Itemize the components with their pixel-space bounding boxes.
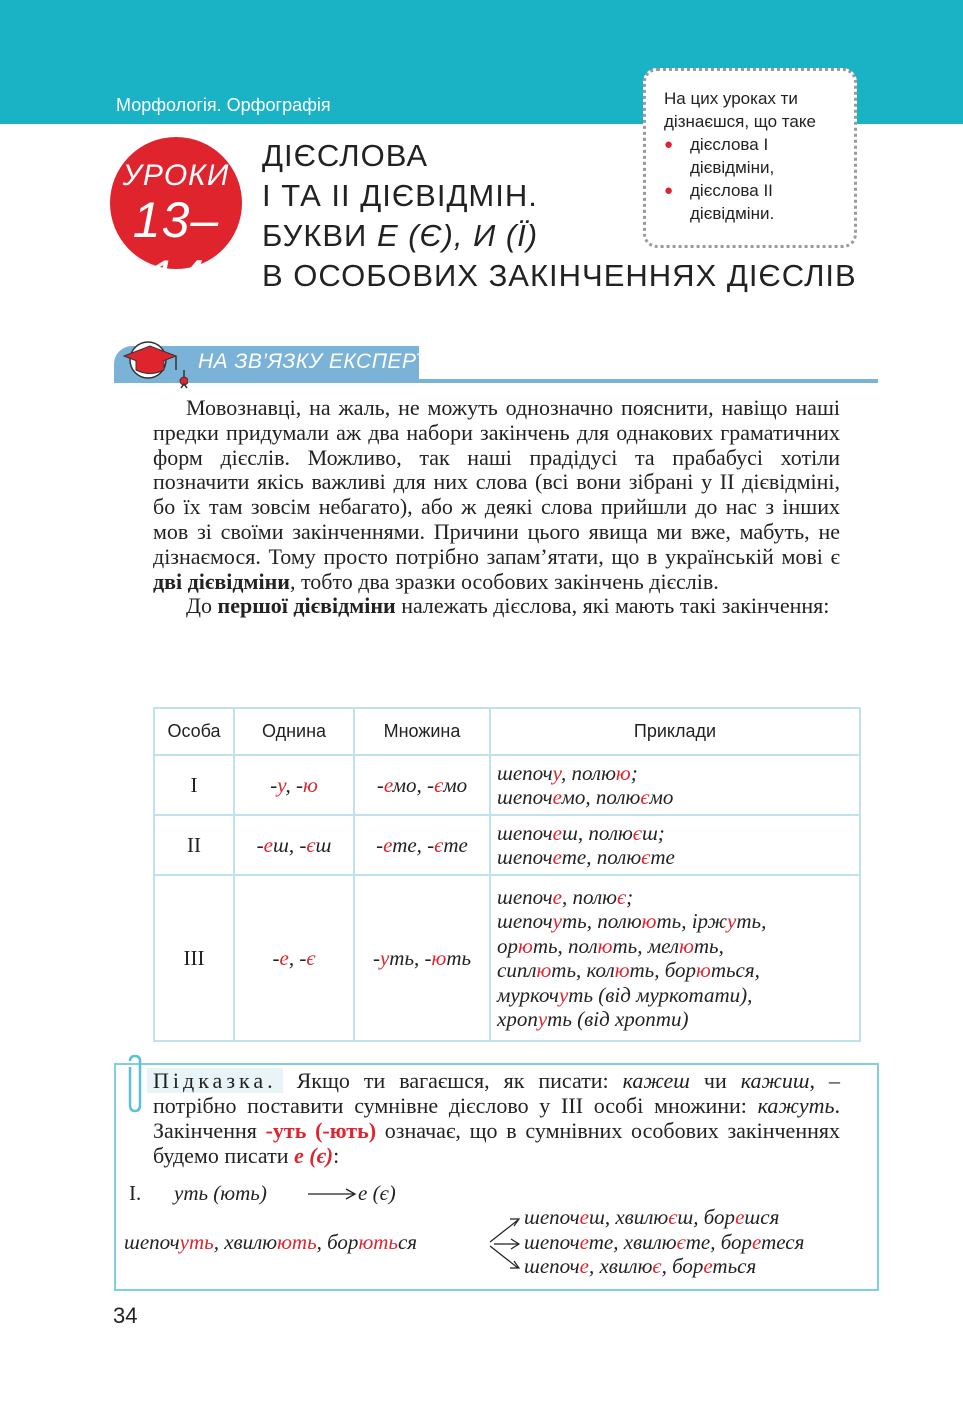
- section-label: Морфологія. Орфографія: [116, 95, 331, 115]
- example-note: (від хропти): [577, 1007, 689, 1031]
- table-row: [154, 875, 860, 1041]
- expert-label: НА ЗВ’ЯЗКУ ЕКСПЕРТ: [198, 350, 429, 373]
- hint-example: кажеш: [622, 1068, 690, 1093]
- hint-text-part: Якщо ти вагаєшся, як писати:: [282, 1068, 623, 1093]
- arrow-right-icon: [306, 1186, 358, 1202]
- paperclip-icon: [124, 1053, 146, 1115]
- hint-ending: е (є): [294, 1143, 334, 1168]
- table-header-row: [154, 708, 860, 755]
- hint-text-part: чи: [689, 1068, 741, 1093]
- hint-result-2sg: шепочеш, хвилюєш, борешся: [524, 1205, 780, 1229]
- table-row: [154, 755, 860, 815]
- goal-text: дієслова ІІ дієвідміни.: [690, 181, 775, 223]
- goal-item: [664, 133, 844, 179]
- goal-text: дієслова І дієвідміни,: [690, 135, 775, 177]
- rule-number: І.: [129, 1181, 142, 1205]
- badge-label: УРОКИ: [122, 159, 230, 192]
- hint-result-2pl: шепочете, хвилюєте, боретеся: [524, 1230, 805, 1254]
- hint-text: [153, 1068, 840, 1168]
- rule-to: е (є): [358, 1181, 396, 1205]
- singular-cell: -у, -ю: [234, 755, 354, 815]
- table-row: [154, 815, 860, 875]
- header-singular: Однина: [234, 708, 354, 755]
- hint-ending: -уть (-ють): [265, 1118, 377, 1143]
- title-line-1: ДІЄСЛОВА: [262, 138, 429, 173]
- hint-text-part: :: [333, 1143, 340, 1168]
- header-examples: Приклади: [490, 708, 860, 755]
- hint-text-part: . Закінчення: [153, 1093, 840, 1143]
- examples-cell: шепочу, полюю; шепочемо, полюємо: [490, 755, 860, 815]
- hint-text-part: означає, що в сумнівних особових закінченнях будемо писати: [153, 1118, 840, 1168]
- title-line-4: В ОСОБОВИХ ЗАКІНЧЕННЯХ ДІЄСЛІВ: [262, 258, 857, 293]
- expert-text: [153, 396, 840, 619]
- plural-cell: -емо, -ємо: [354, 755, 490, 815]
- hint-label: Підказка.: [147, 1068, 283, 1093]
- paragraph-text: Мовознавці, на жаль, не можуть однозначно пояснити, навіщо наші предки придумали аж два набори закінчень для однакових граматичних форм дієслів. Можливо, так наші прадідусі та прабабусі хотіли позначити якісь важливі для них слова (всі вони зібрані у ІІ дієвідміні, бо їх там зовсім небагато), або ж деякі слова прийшли до нас з інших мов зі своїми закінченнями. Причини цього явища ми вже, мабуть, не дізнаємося. Тому просто потрібно запам’ятати, що в українській мові є: [153, 395, 840, 569]
- hint-source-forms: шепочуть, хвилюють, борються: [124, 1230, 418, 1254]
- header-plural: Множина: [354, 708, 490, 755]
- person-cell: I: [154, 755, 234, 815]
- hint-example: кажиш: [740, 1068, 810, 1093]
- person-cell: II: [154, 815, 234, 875]
- branch-arrows-icon: [486, 1210, 522, 1274]
- title-line-2: І ТА ІІ ДІЄВІДМІН.: [262, 178, 538, 213]
- expert-paragraph-1: [153, 396, 840, 594]
- singular-cell: -е, -є: [234, 875, 354, 1041]
- hint-text-part: , – потрібно поставити сумнівне дієслово у ІІІ особі множини:: [153, 1068, 840, 1118]
- singular-cell: -еш, -єш: [234, 815, 354, 875]
- header-person: Особа: [154, 708, 234, 755]
- paragraph-bold: дві дієвідміни: [153, 568, 290, 594]
- bullet-icon: ●: [664, 182, 674, 199]
- badge-number: 13–14: [132, 192, 220, 306]
- page-number: 34: [113, 1303, 138, 1328]
- expert-divider: [114, 379, 878, 383]
- rule-from: уть (ють): [174, 1181, 267, 1205]
- title-line-3-text: БУКВИ: [262, 218, 377, 253]
- title-line-3-letters: Е (Є), И (Ї): [376, 218, 539, 253]
- paragraph-text: , тобто два зразки особових закінчень дієслів.: [289, 568, 719, 594]
- examples-cell: шепочеш, полюєш; шепочете, полюєте: [490, 815, 860, 875]
- lesson-badge: [110, 137, 242, 306]
- paragraph-bold: першої дієвідміни: [217, 593, 396, 619]
- plural-cell: -ете, -єте: [354, 815, 490, 875]
- hint-example: кажуть: [757, 1093, 835, 1118]
- bullet-icon: ●: [664, 136, 674, 153]
- plural-cell: -уть, -ють: [354, 875, 490, 1041]
- hint-result-3sg: шепоче, хвилює, бореться: [524, 1254, 757, 1278]
- examples-cell: шепоче, полює; шепочуть, полюють, іржуть, орють, полють, мелють, сиплють, колють, борються, муркочуть (від муркотати), хропуть (від хропти): [490, 875, 860, 1041]
- expert-paragraph-2: [153, 594, 840, 619]
- example-note: (від муркотати): [598, 982, 748, 1007]
- paragraph-text: До: [186, 593, 218, 619]
- goal-item: [664, 179, 844, 225]
- paragraph-text: належать дієслова, які мають такі закінчення:: [395, 593, 830, 619]
- graduation-cap-icon: [118, 340, 188, 392]
- goals-intro: На цих уроках ти дізнаєшся, що таке: [664, 89, 816, 131]
- endings-table: [153, 707, 861, 1042]
- person-cell: III: [154, 875, 234, 1041]
- lesson-goals-box: [643, 68, 857, 248]
